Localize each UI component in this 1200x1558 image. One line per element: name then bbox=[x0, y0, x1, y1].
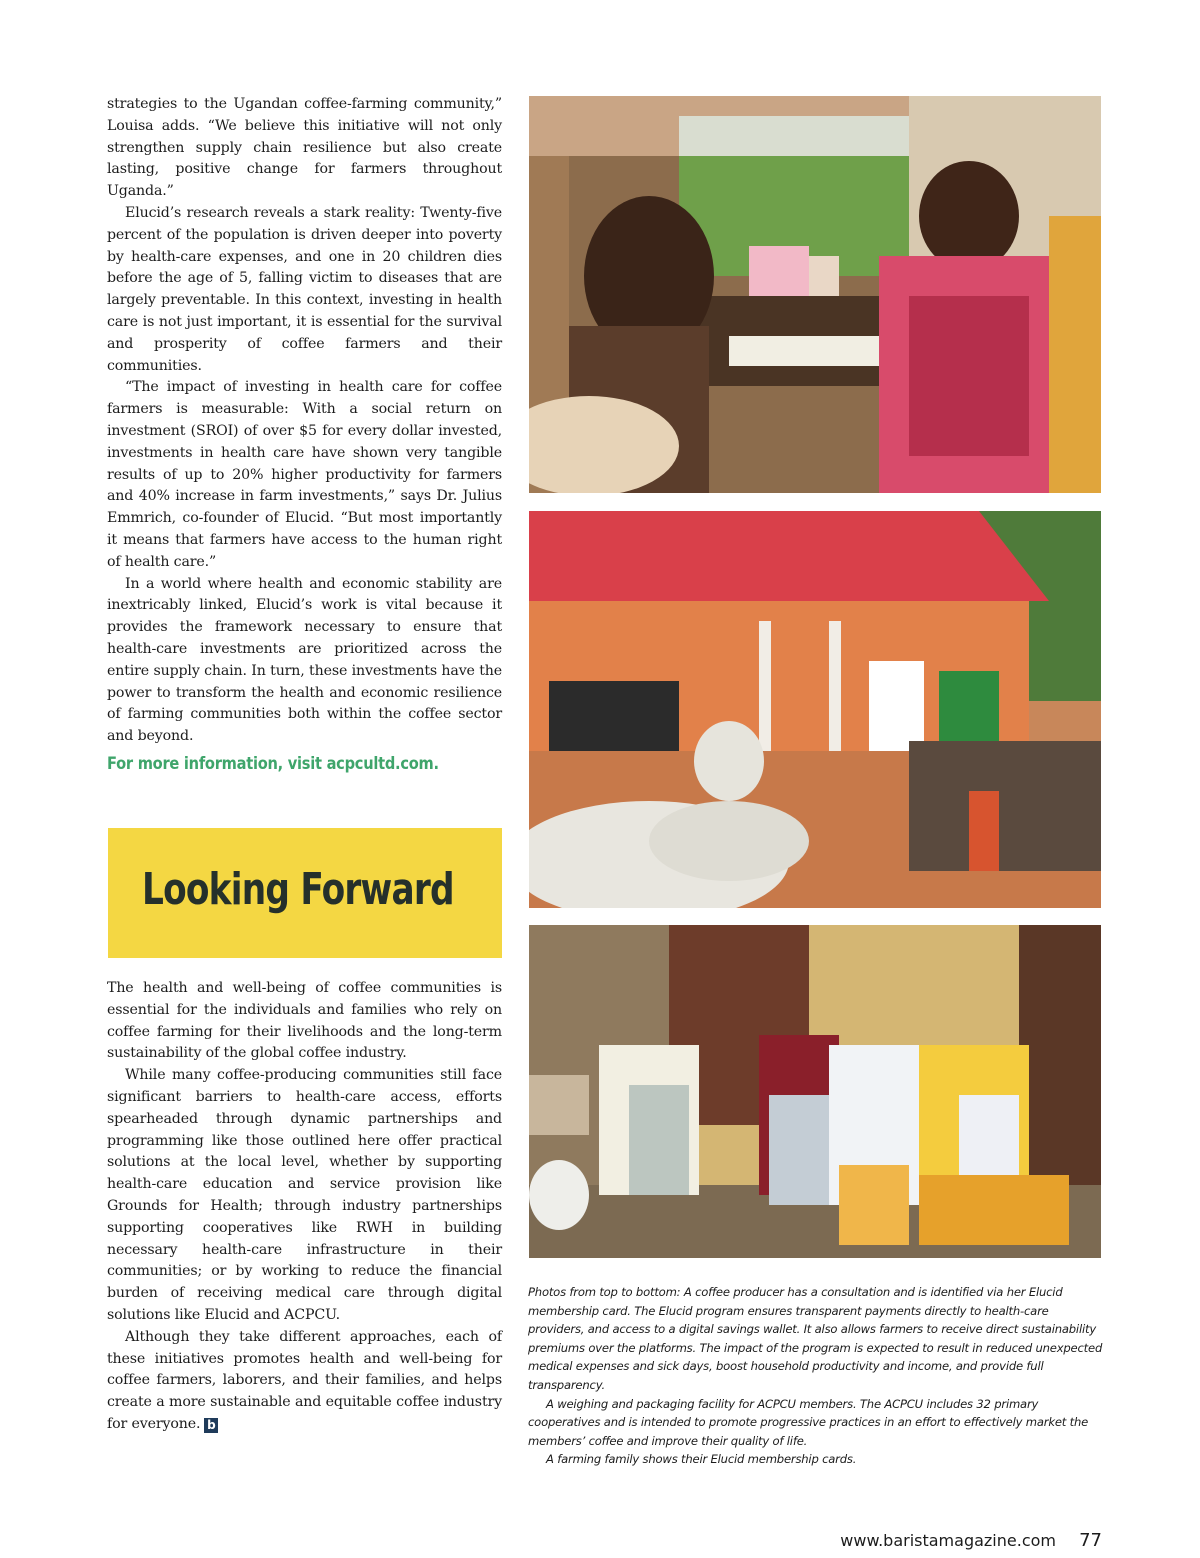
caption-paragraph: A farming family shows their Elucid membership cards. bbox=[546, 1452, 857, 1467]
article-paragraph: “The impact of investing in health care for coffee farmers is measurable: With a social return on investment (SROI) of over $5 for every dollar invested, investments in health care have shown very tangible results of up to 20% higher productivity for farmers and 40% increase in farm investments,” says Dr. Julius Emmrich, co-founder of Elucid. “But most importantly it means that farmers have access to the human right of health care.” bbox=[107, 379, 502, 570]
article-paragraph-text: Although they take different approaches, each of these initiatives promotes health and well-being for coffee farmers, laborers, and their families, and helps create a more sustainable and equitable coffee industry for everyone. bbox=[107, 1328, 502, 1432]
article-paragraph: While many coffee-producing communities still face significant barriers to health-care access, efforts spearheaded through dynamic partnerships and programming like those outlined here offer practical solutions at the local level, whether by supporting health-care education and service provision like Grounds for Health; through industry partnerships supporting cooperatives like RWH in building necessary health-care infrastructure in their communities; or by working to reduce the financial burden of receiving medical care through digital solutions like Elucid and ACPCU. bbox=[107, 1067, 502, 1323]
article-paragraph: strategies to the Ugandan coffee-farming community,” Louisa adds. “We believe this initiative will not only strengthen supply chain resilience but also create lasting, positive change for farmers throughout Uganda.” bbox=[107, 96, 502, 200]
footer-url[interactable]: www.baristamagazine.com bbox=[840, 1531, 1056, 1550]
page-number: 77 bbox=[1079, 1530, 1102, 1551]
more-info-link[interactable]: For more information, visit acpcultd.com. bbox=[107, 753, 439, 774]
article-paragraph: Elucid’s research reveals a stark reality: Twenty-five percent of the population is driven deeper into poverty by health-care expenses, and one in 20 children dies before the age of 5, falling victim to diseases that are largely preventable. In this context, investing in health care is not just important, it is essential for the survival and prosperity of coffee farmers and their communities. bbox=[107, 204, 502, 374]
photo-consultation bbox=[529, 96, 1101, 493]
article-paragraph bbox=[107, 1327, 502, 1436]
page-footer bbox=[840, 1530, 1102, 1551]
caption-paragraph: Photos from top to bottom: A coffee producer has a consultation and is identified via her Elucid membership card. The Elucid program ensures transparent payments directly to health-care providers, and access to a digital savings wallet. It also allows farmers to receive direct sustainability premiums over the platforms. The impact of the program is expected to result in reduced unexpected medical expenses and sick days, boost household productivity and income, and provide full transparency. bbox=[528, 1285, 1103, 1392]
section-banner bbox=[108, 828, 502, 958]
photo-facility bbox=[529, 511, 1101, 908]
end-mark-icon: b bbox=[204, 1418, 218, 1433]
article-paragraph: The health and well-being of coffee communities is essential for the individuals and families who rely on coffee farming for their livelihoods and the long-term sustainability of the global coffee industry. bbox=[107, 980, 502, 1062]
article-column-bottom bbox=[107, 978, 502, 1436]
photo-family bbox=[529, 925, 1101, 1258]
section-title: Looking Forward bbox=[142, 864, 454, 915]
caption-paragraph: A weighing and packaging facility for ACPCU members. The ACPCU includes 32 primary cooperatives and is intended to promote progressive practices in an effort to effectively market the members’ coffee and improve their quality of life. bbox=[528, 1396, 1089, 1448]
article-column-top bbox=[107, 94, 502, 774]
photo-caption bbox=[528, 1283, 1108, 1469]
article-paragraph: In a world where health and economic stability are inextricably linked, Elucid’s work is vital because it provides the framework necessary to ensure that health-care investments are prioritized across the entire supply chain. In turn, these investments have the power to transform the health and economic resilience of farming communities both within the coffee sector and beyond. bbox=[107, 575, 502, 745]
